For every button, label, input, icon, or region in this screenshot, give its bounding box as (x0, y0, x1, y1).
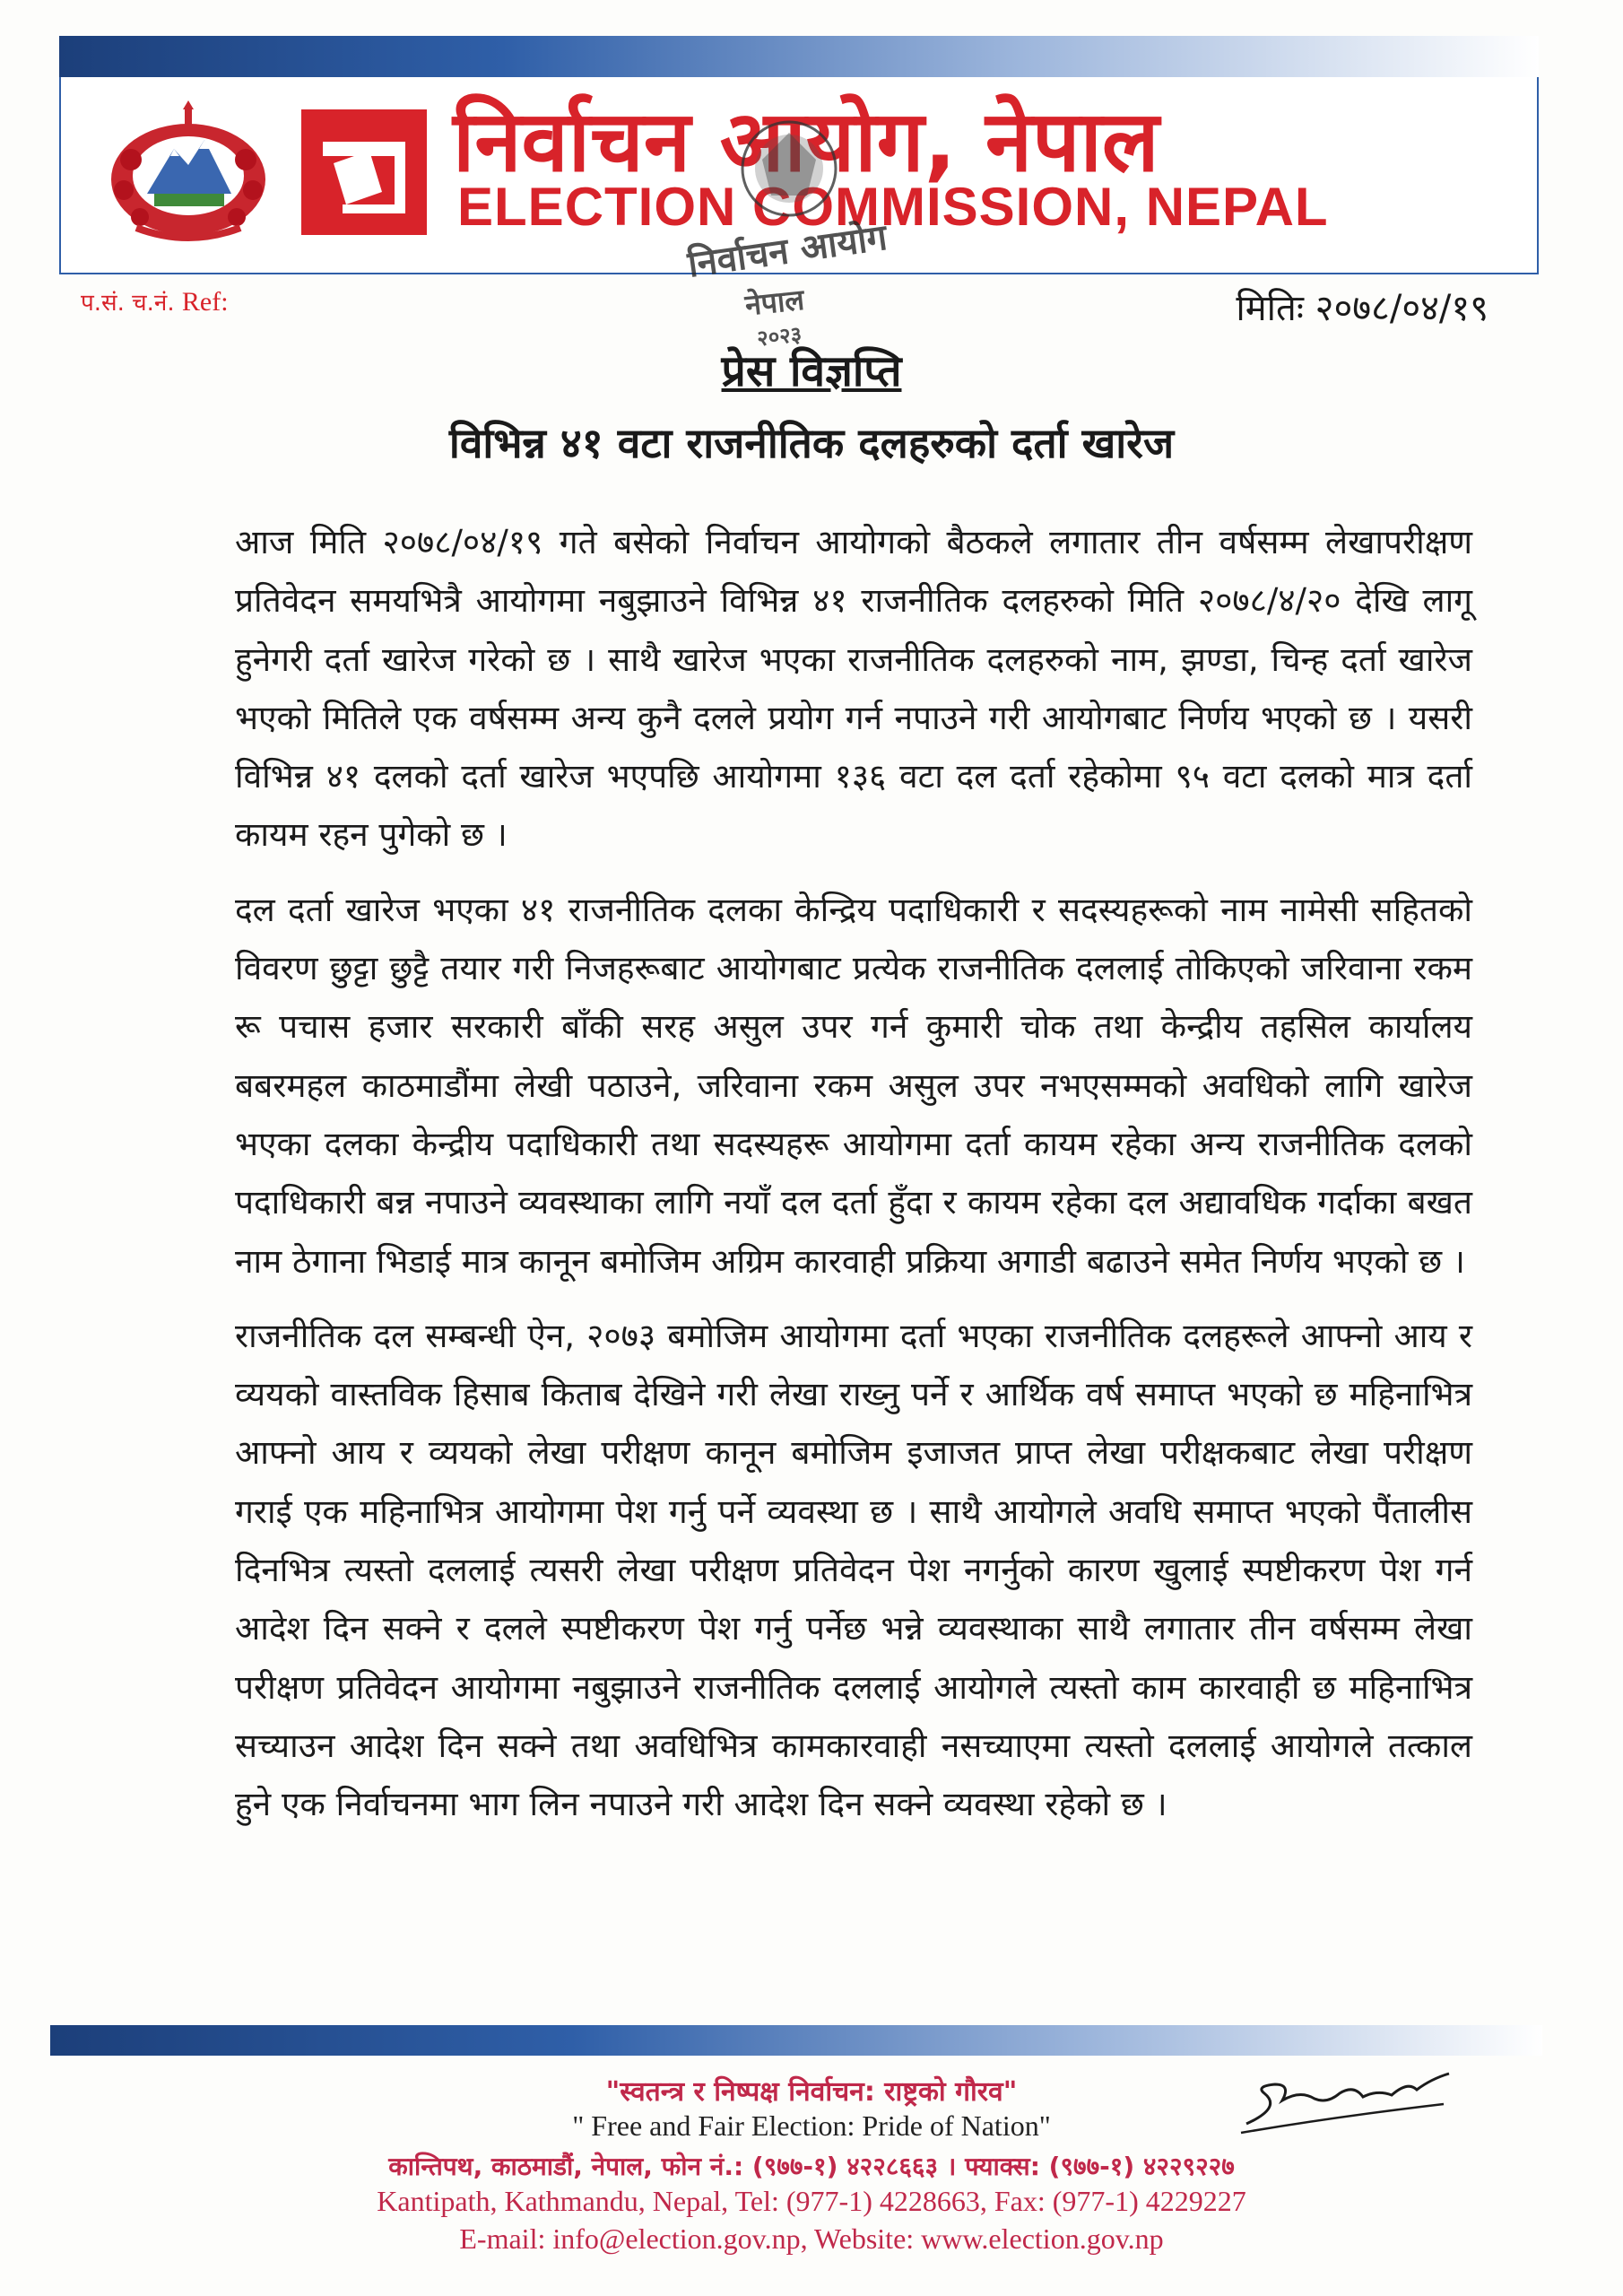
reference-label-english: Ref: (181, 287, 229, 317)
footer-address-nepali: कान्तिपथ, काठमाडौं, नेपाल, फोन नं.: (९७७-१) ४२२८६६३ । फ्याक्स: (९७७-१) ४२२९२२७ (388, 2152, 1235, 2181)
header-top-band (59, 36, 1539, 77)
footer-band (50, 2025, 1542, 2056)
reference-label-nepali: प.सं. च.नं. (81, 290, 175, 317)
ballot-box-icon (307, 115, 421, 230)
stamp-text-line1: निर्वाचन आयोग (685, 216, 890, 286)
footer-contact: E-mail: info@election.gov.np, Website: www.election.gov.np (459, 2222, 1164, 2255)
body-paragraph-2: दल दर्ता खारेज भएका ४१ राजनीतिक दलका केन्द्रिय पदाधिकारी र सदस्यहरूको नाम नामेसी सहितको विवरण छुट्टा छुट्टै तयार गरी निजहरूबाट आयोगबाट प्रत्येक राजनीतिक दललाई तोकिएको जरिवाना रकम रू पचास हजार सरकारी बाँकी सरह असुल उपर गर्न कुमारी चोक तथा केन्द्रीय तहसिल कार्यालय बबरमहल काठमाडौंमा लेखी पठाउने, जरिवाना रकम असुल उपर नभएसम्मको अवधिको लागि खारेज भएका दलका केन्द्रीय पदाधिकारी तथा सदस्यहरू आयोगमा दर्ता कायम रहेका अन्य राजनीतिक दलको पदाधिकारी बन्न नपाउने व्यवस्थाका लागि नयाँ दल दर्ता हुँदा र कायम रहेका दल अद्यावधिक गर्दाका बखत नाम ठेगाना भिडाई मात्र कानून बमोजिम अग्रिम कारवाही प्रक्रिया अगाडी बढाउने समेत निर्णय भएको छ । (235, 890, 1472, 1281)
election-commission-logo (301, 109, 427, 235)
footer-motto-nepali: "स्वतन्त्र र निष्पक्ष निर्वाचन: राष्ट्रको गौरव" (605, 2076, 1018, 2108)
footer-address-english: Kantipath, Kathmandu, Nepal, Tel: (977-1) 4228663, Fax: (977-1) 4229227 (377, 2185, 1246, 2217)
body-paragraph-1: आज मिति २०७८/०४/१९ गते बसेको निर्वाचन आयोगको बैठकले लगातार तीन वर्षसम्म लेखापरीक्षण प्रतिवेदन समयभित्रै आयोगमा नबुझाउने विभिन्न ४१ राजनीतिक दलहरुको मिति २०७८/४/२० देखि लागू हुनेगरी दर्ता खारेज गरेको छ । साथै खारेज भएका राजनीतिक दलहरुको नाम, झण्डा, चिन्ह दर्ता खारेज भएको मितिले एक वर्षसम्म अन्य कुनै दलले प्रयोग गर्न नपाउने गरी आयोगबाट निर्णय भएको छ । यसरी विभिन्न ४१ दलको दर्ता खारेज भएपछि आयोगमा १३६ वटा दल दर्ता रहेकोमा ९५ वटा दलको मात्र दर्ता कायम रहन पुगेको छ । (235, 523, 1472, 855)
nepal-emblem-icon (100, 97, 276, 242)
body-paragraph-3: राजनीतिक दल सम्बन्धी ऐन, २०७३ बमोजिम आयोगमा दर्ता भएका राजनीतिक दलहरूले आफ्नो आय र व्ययको वास्तविक हिसाब किताब देखिने गरी लेखा राख्नु पर्ने र आर्थिक वर्ष समाप्त भएको छ महिनाभित्र आफ्नो आय र व्ययको लेखा परीक्षण कानून बमोजिम इजाजत प्राप्त लेखा परीक्षकबाट लेखा परीक्षण गराई एक महिनाभित्र आयोगमा पेश गर्नु पर्ने व्यवस्था छ । साथै आयोगले अवधि समाप्त भएको पैंतालीस दिनभित्र त्यस्तो दललाई त्यसरी लेखा परीक्षण प्रतिवेदन पेश नगर्नुको कारण खुलाई स्पष्टीकरण पेश गर्न आदेश दिन सक्ने र दलले स्पष्टीकरण पेश गर्नु पर्नेछ भन्ने व्यवस्थाका साथै लगातार तीन वर्षसम्म लेखा परीक्षण प्रतिवेदन आयोगमा नबुझाउने राजनीतिक दललाई आयोगले त्यस्तो काम कारवाही छ महिनाभित्र सच्याउन आदेश दिन सक्ने तथा अवधिभित्र कामकारवाही नसच्याएमा त्यस्तो दललाई आयोगले तत्काल हुने एक निर्वाचनमा भाग लिन नपाउने गरी आदेश दिन सक्ने व्यवस्था रहेको छ । (235, 1316, 1472, 1824)
stamp-text-line2: नेपाल (743, 282, 806, 323)
document-date: मितिः २०७८/०४/१९ (1236, 288, 1488, 329)
press-release-body (235, 513, 1472, 1850)
press-release-title: प्रेस विज्ञप्ति (721, 346, 902, 396)
footer-motto-english: " Free and Fair Election: Pride of Nation" (572, 2109, 1051, 2142)
press-release-subject: विभिन्न ४१ वटा राजनीतिक दलहरुको दर्ता खारेज (448, 419, 1175, 467)
header-title-english: ELECTION COMMISSION, NEPAL (457, 177, 1329, 237)
reference-label (81, 285, 229, 317)
header-title-nepali: निर्वाचन आयोग, नेपाल (453, 93, 1159, 191)
stamp-text-line3: २०२३ (755, 321, 803, 352)
